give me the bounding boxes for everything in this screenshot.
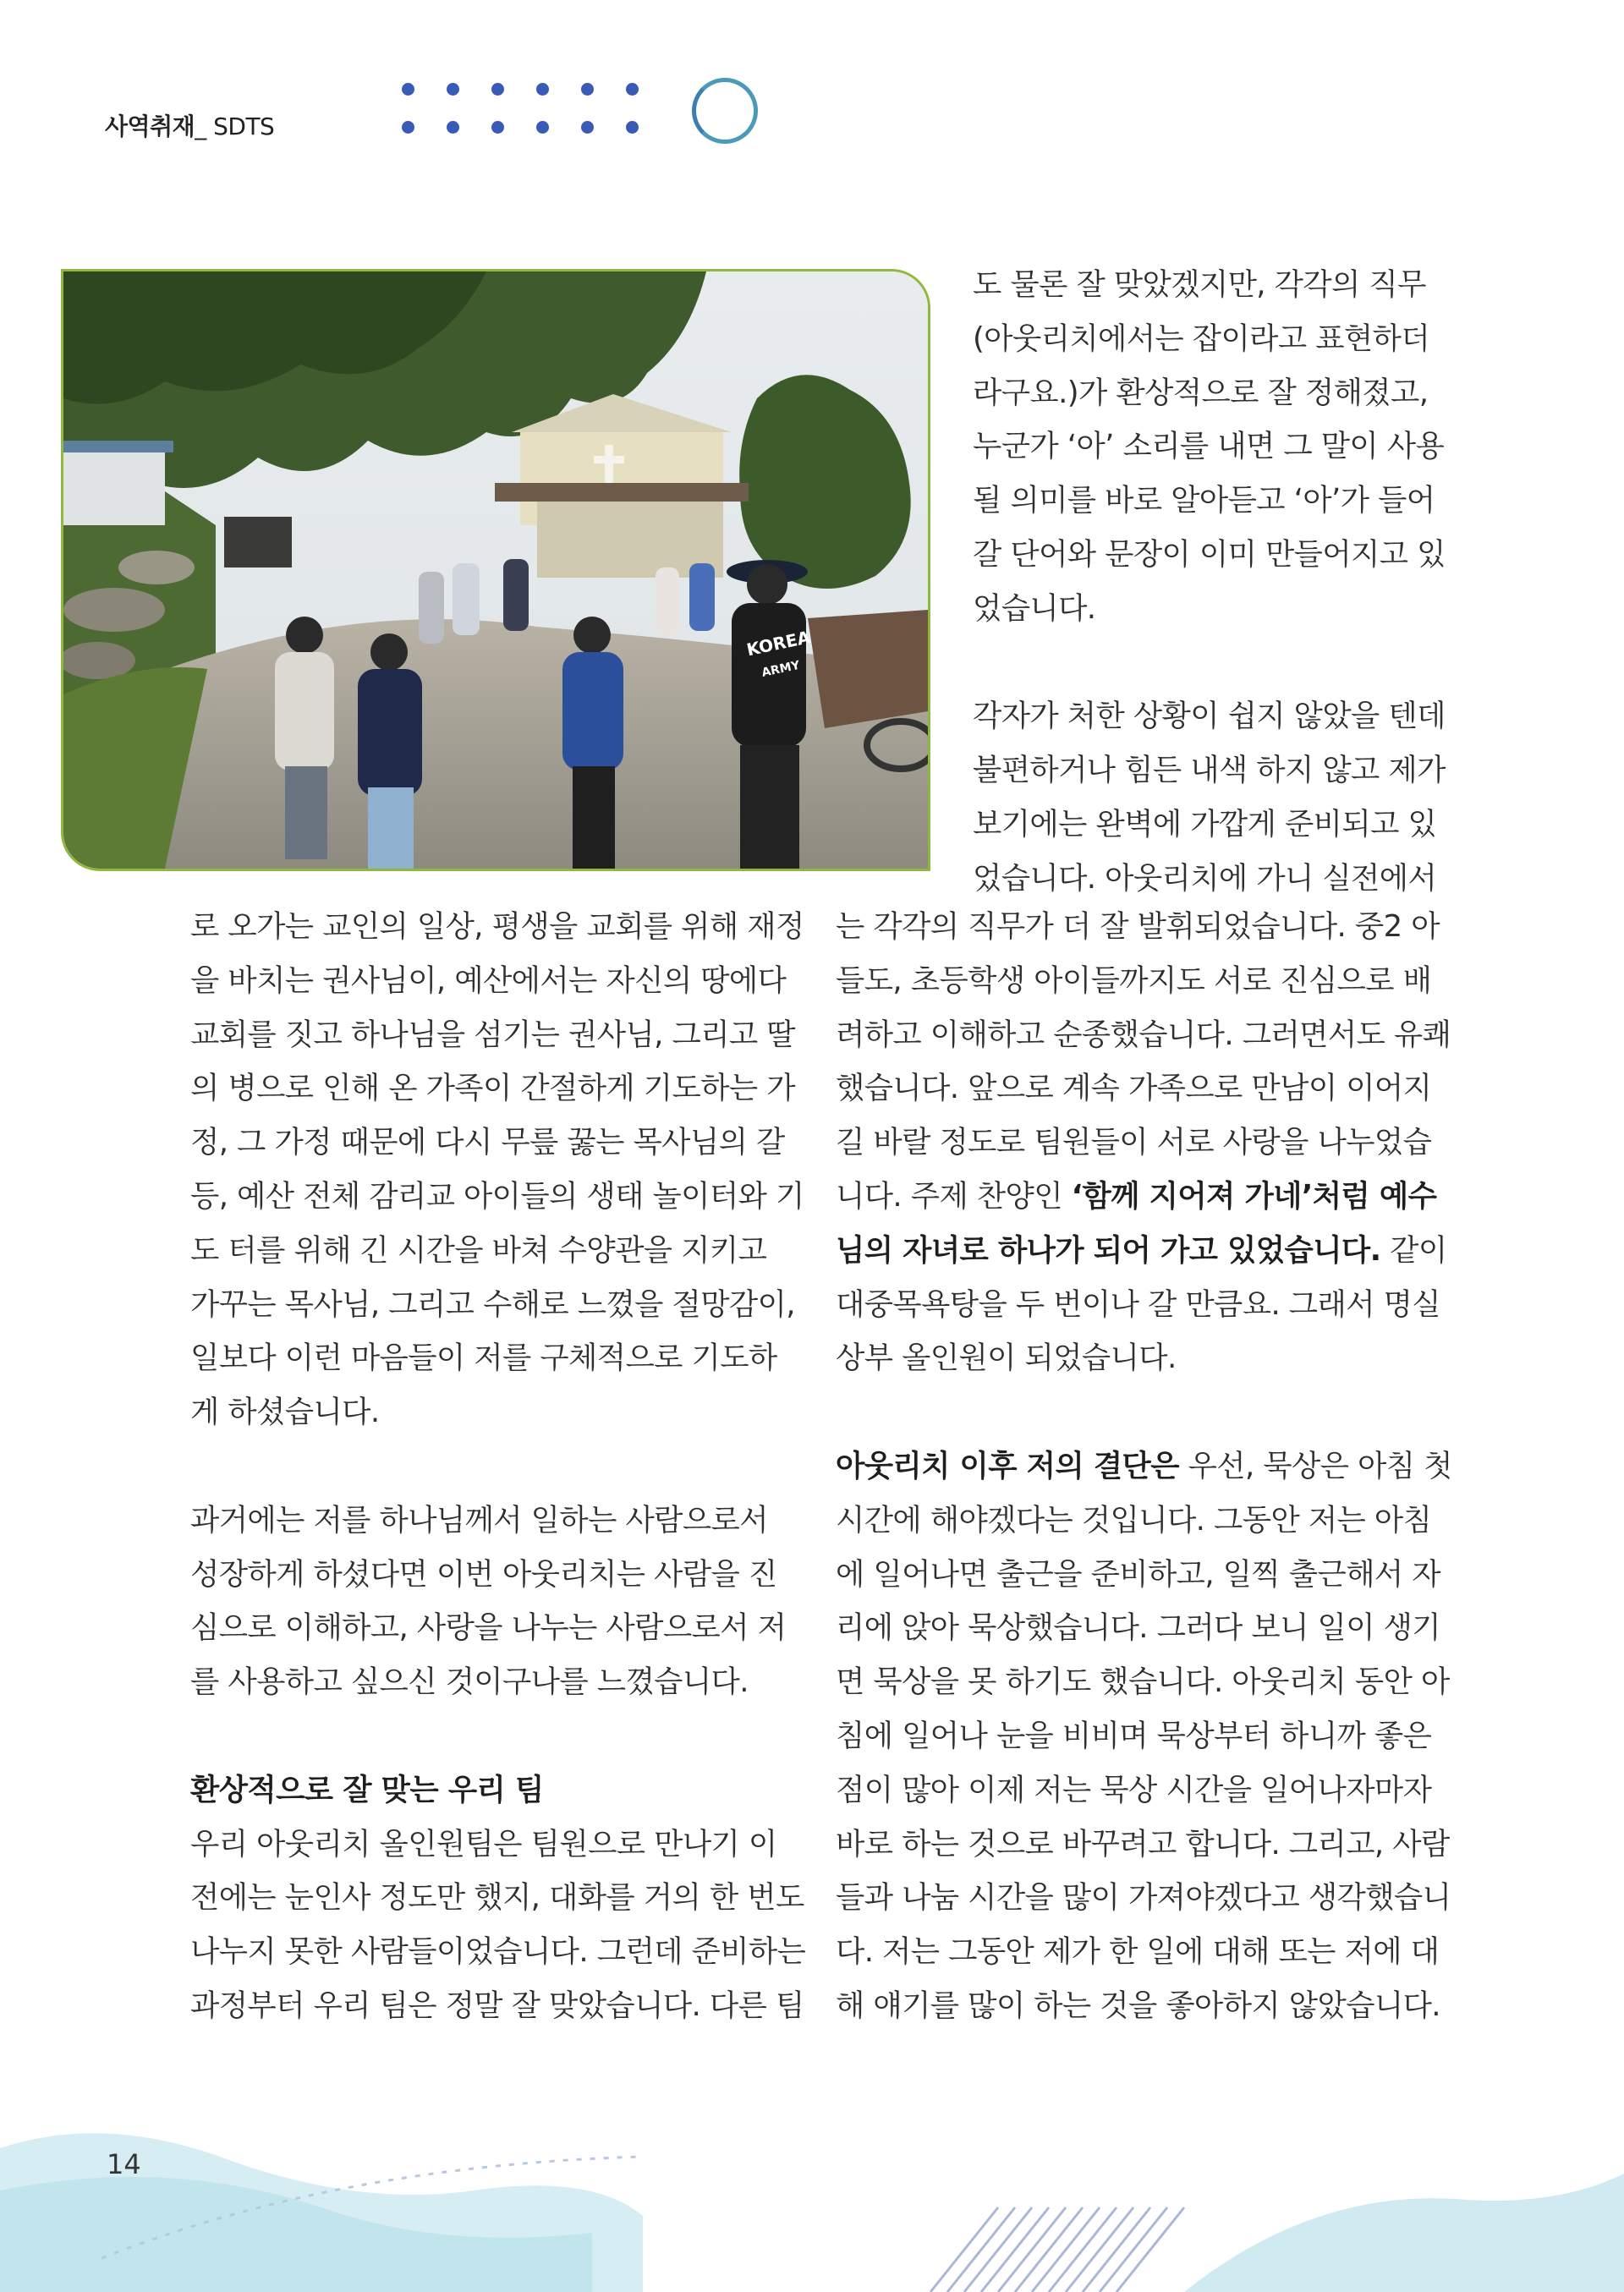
left-column bbox=[190, 900, 805, 2033]
text-line: 상부 올인원이 되었습니다. bbox=[836, 1341, 1177, 1376]
text-line: 을 바치는 권사님이, 예산에서는 자신의 땅에다 bbox=[190, 962, 787, 998]
text-line: 각자가 처한 상황이 쉽지 않았을 텐데 bbox=[973, 699, 1446, 734]
text-line: 게 하셨습니다. bbox=[190, 1395, 380, 1430]
text-line: 과거에는 저를 하나님께서 일하는 사람으로서 bbox=[190, 1502, 768, 1538]
dot bbox=[581, 121, 594, 134]
dot bbox=[447, 83, 459, 96]
dot bbox=[491, 121, 504, 134]
text-line: 라구요.)가 환상적으로 잘 정해졌고, bbox=[973, 375, 1429, 410]
text-line: 들도, 초등학생 아이들까지도 서로 진심으로 배 bbox=[836, 962, 1432, 998]
text-line: (아웃리치에서는 잡이라고 표현하더 bbox=[973, 321, 1430, 356]
dot bbox=[447, 121, 459, 134]
text-span: 같이 bbox=[1380, 1232, 1447, 1268]
text-line: 침에 일어나 눈을 비비며 묵상부터 하니까 좋은 bbox=[836, 1718, 1432, 1753]
text-line: 나누지 못한 사람들이었습니다. 그런데 준비하는 bbox=[190, 1934, 806, 1970]
photo-illustration bbox=[63, 271, 928, 869]
right-column bbox=[836, 900, 1452, 2033]
dot bbox=[402, 83, 414, 96]
text-span: 니다. 주제 찬양인 bbox=[836, 1178, 1072, 1214]
text-line: 교회를 짓고 하나님을 섬기는 권사님, 그리고 딸 bbox=[190, 1017, 795, 1052]
text-line: 리에 앉아 묵상했습니다. 그러다 보니 일이 생기 bbox=[836, 1610, 1440, 1646]
text-line: 갈 단어와 문장이 이미 만들어지고 있 bbox=[973, 536, 1446, 572]
section-label-rest: _ SDTS bbox=[195, 112, 275, 140]
text-line: 했습니다. 앞으로 계속 가족으로 만남이 이어지 bbox=[836, 1071, 1432, 1106]
text-line bbox=[836, 1170, 1452, 1224]
text-line: 정, 그 가정 때문에 다시 무릎 꿇는 목사님의 갈 bbox=[190, 1125, 785, 1160]
text-line: 의 병으로 인해 온 가족이 간절하게 기도하는 가 bbox=[190, 1071, 795, 1106]
text-line: 려하고 이해하고 순종했습니다. 그러면서도 유쾌 bbox=[836, 1017, 1451, 1052]
text-line: 었습니다. bbox=[973, 590, 1096, 626]
decorative-dots bbox=[398, 81, 651, 140]
text-line: 들과 나눔 시간을 많이 가져야겠다고 생각했습니 bbox=[836, 1880, 1451, 1916]
text-line: 성장하게 하셨다면 이번 아웃리치는 사람을 진 bbox=[190, 1556, 777, 1592]
text-line: 과정부터 우리 팀은 정말 잘 맞았습니다. 다른 팀 bbox=[190, 1988, 804, 2023]
text-line: 길 바랄 정도로 팀원들이 서로 사랑을 나누었습 bbox=[836, 1125, 1432, 1160]
text-line: 대중목욕탕을 두 번이나 갈 만큼요. 그래서 명실 bbox=[836, 1286, 1440, 1322]
text-line: 불편하거나 힘든 내색 하지 않고 제가 bbox=[973, 753, 1446, 788]
dot bbox=[626, 121, 639, 134]
section-label-bold: 사역취재 bbox=[105, 112, 195, 140]
text-line: 될 의미를 바로 알아듣고 ‘아’가 들어 bbox=[973, 483, 1435, 518]
text-line: 시간에 해야겠다는 것입니다. 그동안 저는 아침 bbox=[836, 1502, 1432, 1538]
right-column-top bbox=[973, 258, 1446, 906]
section-label bbox=[105, 108, 274, 142]
text-line: 가꾸는 목사님, 그리고 수해로 느꼈을 절망감이, bbox=[190, 1286, 795, 1322]
text-line: 도 물론 잘 맞았겠지만, 각각의 직무 bbox=[973, 267, 1426, 302]
text-line: 보기에는 완벽에 가깝게 준비되고 있 bbox=[973, 806, 1437, 842]
outreach-photo bbox=[61, 269, 930, 871]
dot bbox=[581, 83, 594, 96]
text-line: 에 일어나면 출근을 준비하고, 일찍 출근해서 자 bbox=[836, 1556, 1440, 1592]
decorative-waves bbox=[0, 2097, 1624, 2292]
text-line: 등, 예산 전체 감리교 아이들의 생태 놀이터와 기 bbox=[190, 1178, 804, 1214]
text-line: 우리 아웃리치 올인원팀은 팀원으로 만나기 이 bbox=[190, 1826, 777, 1862]
text-line: 심으로 이해하고, 사랑을 나누는 사람으로서 저 bbox=[190, 1610, 787, 1646]
dot bbox=[536, 121, 549, 134]
text-line: 를 사용하고 싶으신 것이구나를 느꼈습니다. bbox=[190, 1664, 749, 1700]
text-line: 점이 많아 이제 저는 묵상 시간을 일어나자마자 bbox=[836, 1772, 1432, 1807]
text-span: 우선, 묵상은 아침 첫 bbox=[1178, 1448, 1452, 1483]
text-line: 해 얘기를 많이 하는 것을 좋아하지 않았습니다. bbox=[836, 1988, 1440, 2023]
text-line bbox=[836, 1224, 1452, 1278]
text-line: 일보다 이런 마음들이 저를 구체적으로 기도하 bbox=[190, 1341, 777, 1376]
text-line: 도 터를 위해 긴 시간을 바쳐 수양관을 지키고 bbox=[190, 1232, 767, 1268]
decision-bold: 아웃리치 이후 저의 결단은 bbox=[836, 1448, 1179, 1483]
shirt-subtext: ARMY bbox=[760, 658, 802, 680]
text-line: 바로 하는 것으로 바꾸려고 합니다. 그리고, 사람 bbox=[836, 1826, 1450, 1862]
dot bbox=[491, 83, 504, 96]
page-number: 14 bbox=[107, 2148, 141, 2180]
text-line: 누군가 ‘아’ 소리를 내면 그 말이 사용 bbox=[973, 429, 1445, 464]
text-line: 면 묵상을 못 하기도 했습니다. 아웃리치 동안 아 bbox=[836, 1664, 1450, 1700]
subheading: 환상적으로 잘 맞는 우리 팀 bbox=[190, 1772, 544, 1807]
shirt-text: KOREA bbox=[744, 627, 813, 661]
text-line: 었습니다. 아웃리치에 가니 실전에서 bbox=[973, 860, 1437, 896]
text-line: 다. 저는 그동안 제가 한 일에 대해 또는 저에 대 bbox=[836, 1934, 1440, 1970]
dot bbox=[536, 83, 549, 96]
text-line: 는 각각의 직무가 더 잘 발휘되었습니다. 중2 아 bbox=[836, 909, 1440, 944]
dot bbox=[402, 121, 414, 134]
dot bbox=[626, 83, 639, 96]
decorative-ring-icon bbox=[692, 78, 758, 144]
hymn-title-bold: ‘함께 지어져 가네’처럼 예수 bbox=[1071, 1178, 1437, 1214]
emphasis-bold: 님의 자녀로 하나가 되어 가고 있었습니다. bbox=[836, 1232, 1381, 1268]
text-line: 로 오가는 교인의 일상, 평생을 교회를 위해 재정 bbox=[190, 909, 804, 944]
text-line bbox=[836, 1439, 1452, 1494]
text-line: 전에는 눈인사 정도만 했지, 대화를 거의 한 번도 bbox=[190, 1880, 804, 1916]
